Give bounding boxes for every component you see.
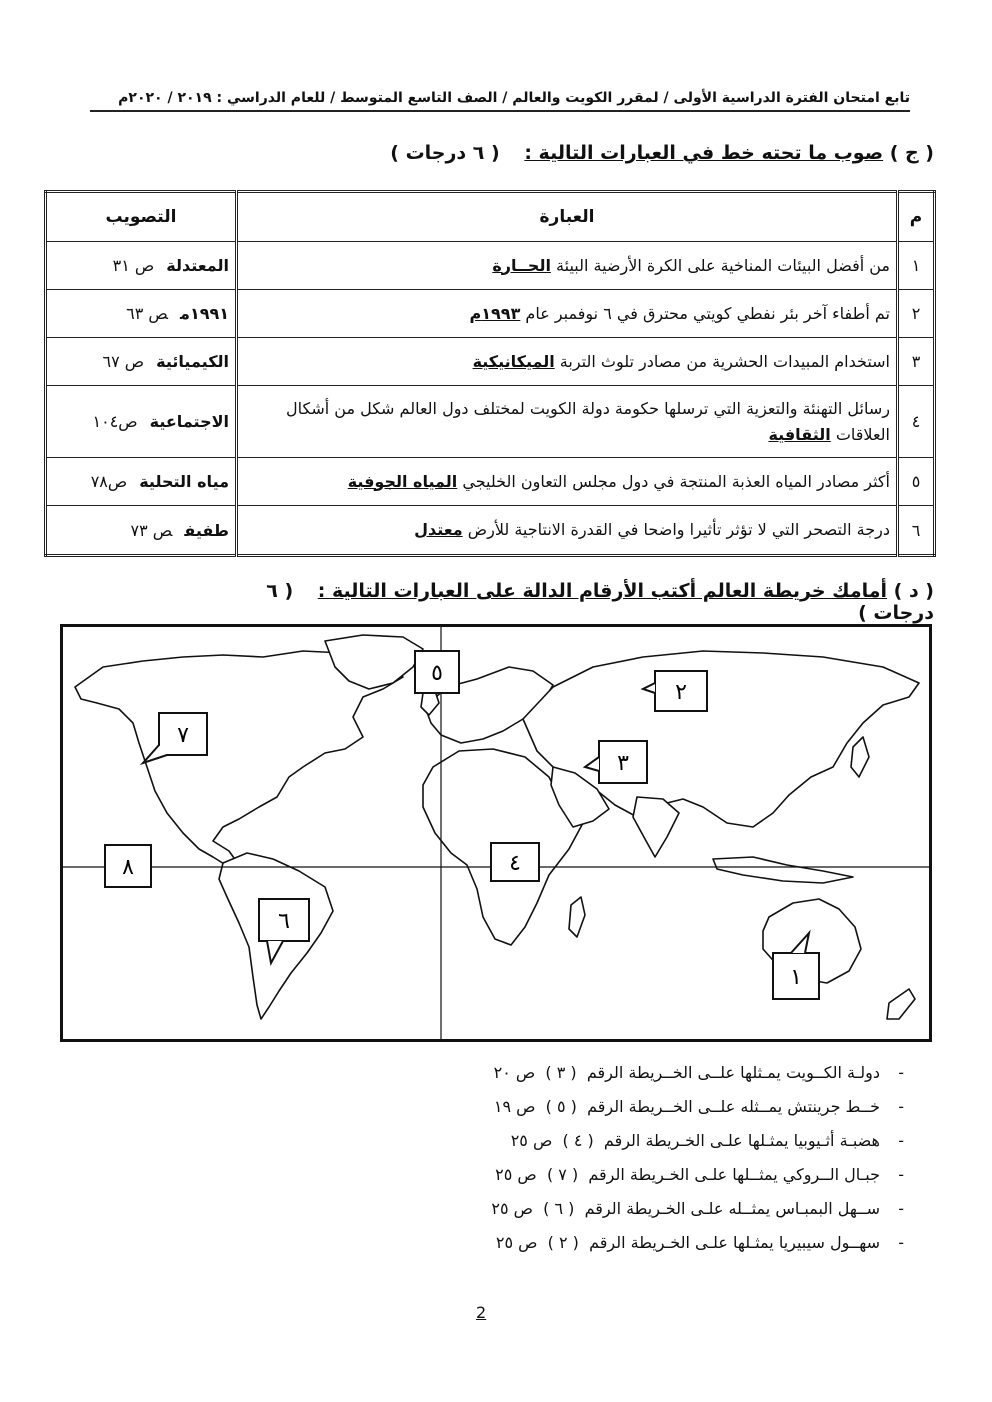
item-dash: - [898, 1131, 904, 1150]
page-number: 2 [476, 1303, 487, 1322]
row-num: ١ [898, 242, 935, 290]
item-text: خــط جرينتش يمــثله علــى الخــريطة الرقم ( ٥ ) ص ١٩ [493, 1097, 880, 1116]
row-statement: من أفضل البيئات المناخية على الكرة الأرضية البيئة الحــارة [237, 242, 898, 290]
underlined-word: الحــارة [492, 255, 551, 275]
svg-text:٣: ٣ [617, 751, 629, 776]
table-header-row [46, 192, 935, 242]
world-map [60, 624, 932, 1042]
table-row [46, 458, 935, 506]
item-dash: - [898, 1097, 904, 1116]
table-row [46, 386, 935, 458]
row-statement: أكثر مصادر المياه العذبة المنتجة في دول مجلس التعاون الخليجي المياه الجوفية [237, 458, 898, 506]
list-item [264, 1090, 904, 1124]
underlined-word: المياه الجوفية [347, 471, 458, 491]
new-zealand-shape [887, 989, 915, 1019]
item-dash: - [898, 1165, 904, 1184]
row-fix: مياه التحليةص٧٨ [46, 458, 237, 506]
item-text: سهــول سيبيريا يمثـلها علـى الخـريطة الرقم ( ٢ ) ص ٢٥ [495, 1233, 880, 1252]
list-item [264, 1158, 904, 1192]
row-num: ٥ [898, 458, 935, 506]
answers-list [264, 1056, 904, 1260]
svg-text:١: ١ [790, 965, 802, 990]
svg-text:٥: ٥ [431, 661, 443, 686]
exam-header: تابع امتحان الفترة الدراسية الأولى / لمقرر الكويت والعالم / الصف التاسع المتوسط / للعام الدراسي : ٢٠١٩ / ٢٠٢٠م [90, 90, 910, 112]
list-item [264, 1056, 904, 1090]
underlined-word: الميكانيكية [472, 351, 555, 371]
world-map-drawing [63, 627, 929, 1039]
row-fix: المعتدلةص ٣١ [46, 242, 237, 290]
row-fix: طفيفص ٧٣ [46, 506, 237, 556]
table-row [46, 290, 935, 338]
table-row [46, 338, 935, 386]
section-d-label: ( د ) [893, 580, 934, 602]
item-text: جبـال الــروكي يمثــلها علـى الخـريطة الرقم ( ٧ ) ص ٢٥ [495, 1165, 880, 1184]
map-label-8 [105, 845, 151, 887]
row-fix: ١٩٩١مص ٦٣ [46, 290, 237, 338]
section-c-title [374, 142, 934, 164]
row-statement: استخدام المبيدات الحشرية من مصادر تلوث التربة الميكانيكية [237, 338, 898, 386]
map-label-4 [491, 843, 539, 881]
item-dash: - [898, 1199, 904, 1218]
row-statement: تم أطفاء آخر بئر نفطي كويتي محترق في ٦ نوفمبر عام ١٩٩٣م [237, 290, 898, 338]
item-text: هضبـة أثـيوبيا يمثـلها علـى الخـريطة الرقم ( ٤ ) ص ٢٥ [510, 1131, 880, 1150]
item-dash: - [898, 1233, 904, 1252]
list-item [264, 1192, 904, 1226]
svg-text:٤: ٤ [509, 851, 521, 876]
row-fix: الكيميائيةص ٦٧ [46, 338, 237, 386]
correction-table [44, 190, 936, 557]
list-item [264, 1124, 904, 1158]
map-label-5 [415, 651, 459, 693]
row-num: ٢ [898, 290, 935, 338]
list-item [264, 1226, 904, 1260]
svg-text:٦: ٦ [278, 909, 290, 934]
section-d-title [214, 580, 934, 624]
item-dash: - [898, 1063, 904, 1082]
col-header-num: م [898, 192, 935, 242]
row-statement: درجة التصحر التي لا تؤثر تأثيرا واضحا في القدرة الانتاجية للأرض معتدل [237, 506, 898, 556]
section-d-instruction: أمامك خريطة العالم أكتب الأرقام الدالة على العبارات التالية : [317, 580, 888, 602]
indonesia-shape [713, 857, 853, 883]
col-header-fix: التصويب [46, 192, 237, 242]
row-statement: رسائل التهنئة والتعزية التي ترسلها حكومة دولة الكويت لمختلف دول العالم شكل من أشكال العلاقات الثقافية [237, 386, 898, 458]
row-num: ٦ [898, 506, 935, 556]
svg-text:٢: ٢ [675, 680, 687, 705]
section-c-label: ( ج ) [889, 142, 934, 164]
underlined-word: معتدل [414, 520, 463, 539]
table-row [46, 506, 935, 556]
row-num: ٣ [898, 338, 935, 386]
japan-shape [851, 737, 869, 777]
india-shape [633, 797, 679, 857]
section-c-instruction: صوب ما تحته خط في العبارات التالية : [524, 142, 884, 164]
underlined-word: ١٩٩٣م [469, 303, 521, 323]
item-text: ســهل البمبـاس يمثــله علـى الخـريطة الرقم ( ٦ ) ص ٢٥ [491, 1199, 880, 1218]
section-d-marks: ( ٦ درجات ) [266, 580, 934, 624]
table-row [46, 242, 935, 290]
underlined-word: الثقافية [768, 424, 831, 444]
row-num: ٤ [898, 386, 935, 458]
row-fix: الاجتماعيةص١٠٤ [46, 386, 237, 458]
svg-text:٧: ٧ [177, 723, 189, 748]
section-c-marks: ( ٦ درجات ) [390, 142, 500, 164]
col-header-statement: العبارة [237, 192, 898, 242]
item-text: دولـة الكــويت يمـثلها علــى الخــريطة الرقم ( ٣ ) ص ٢٠ [493, 1063, 880, 1082]
svg-text:٨: ٨ [122, 855, 134, 880]
madagascar-shape [569, 897, 585, 937]
